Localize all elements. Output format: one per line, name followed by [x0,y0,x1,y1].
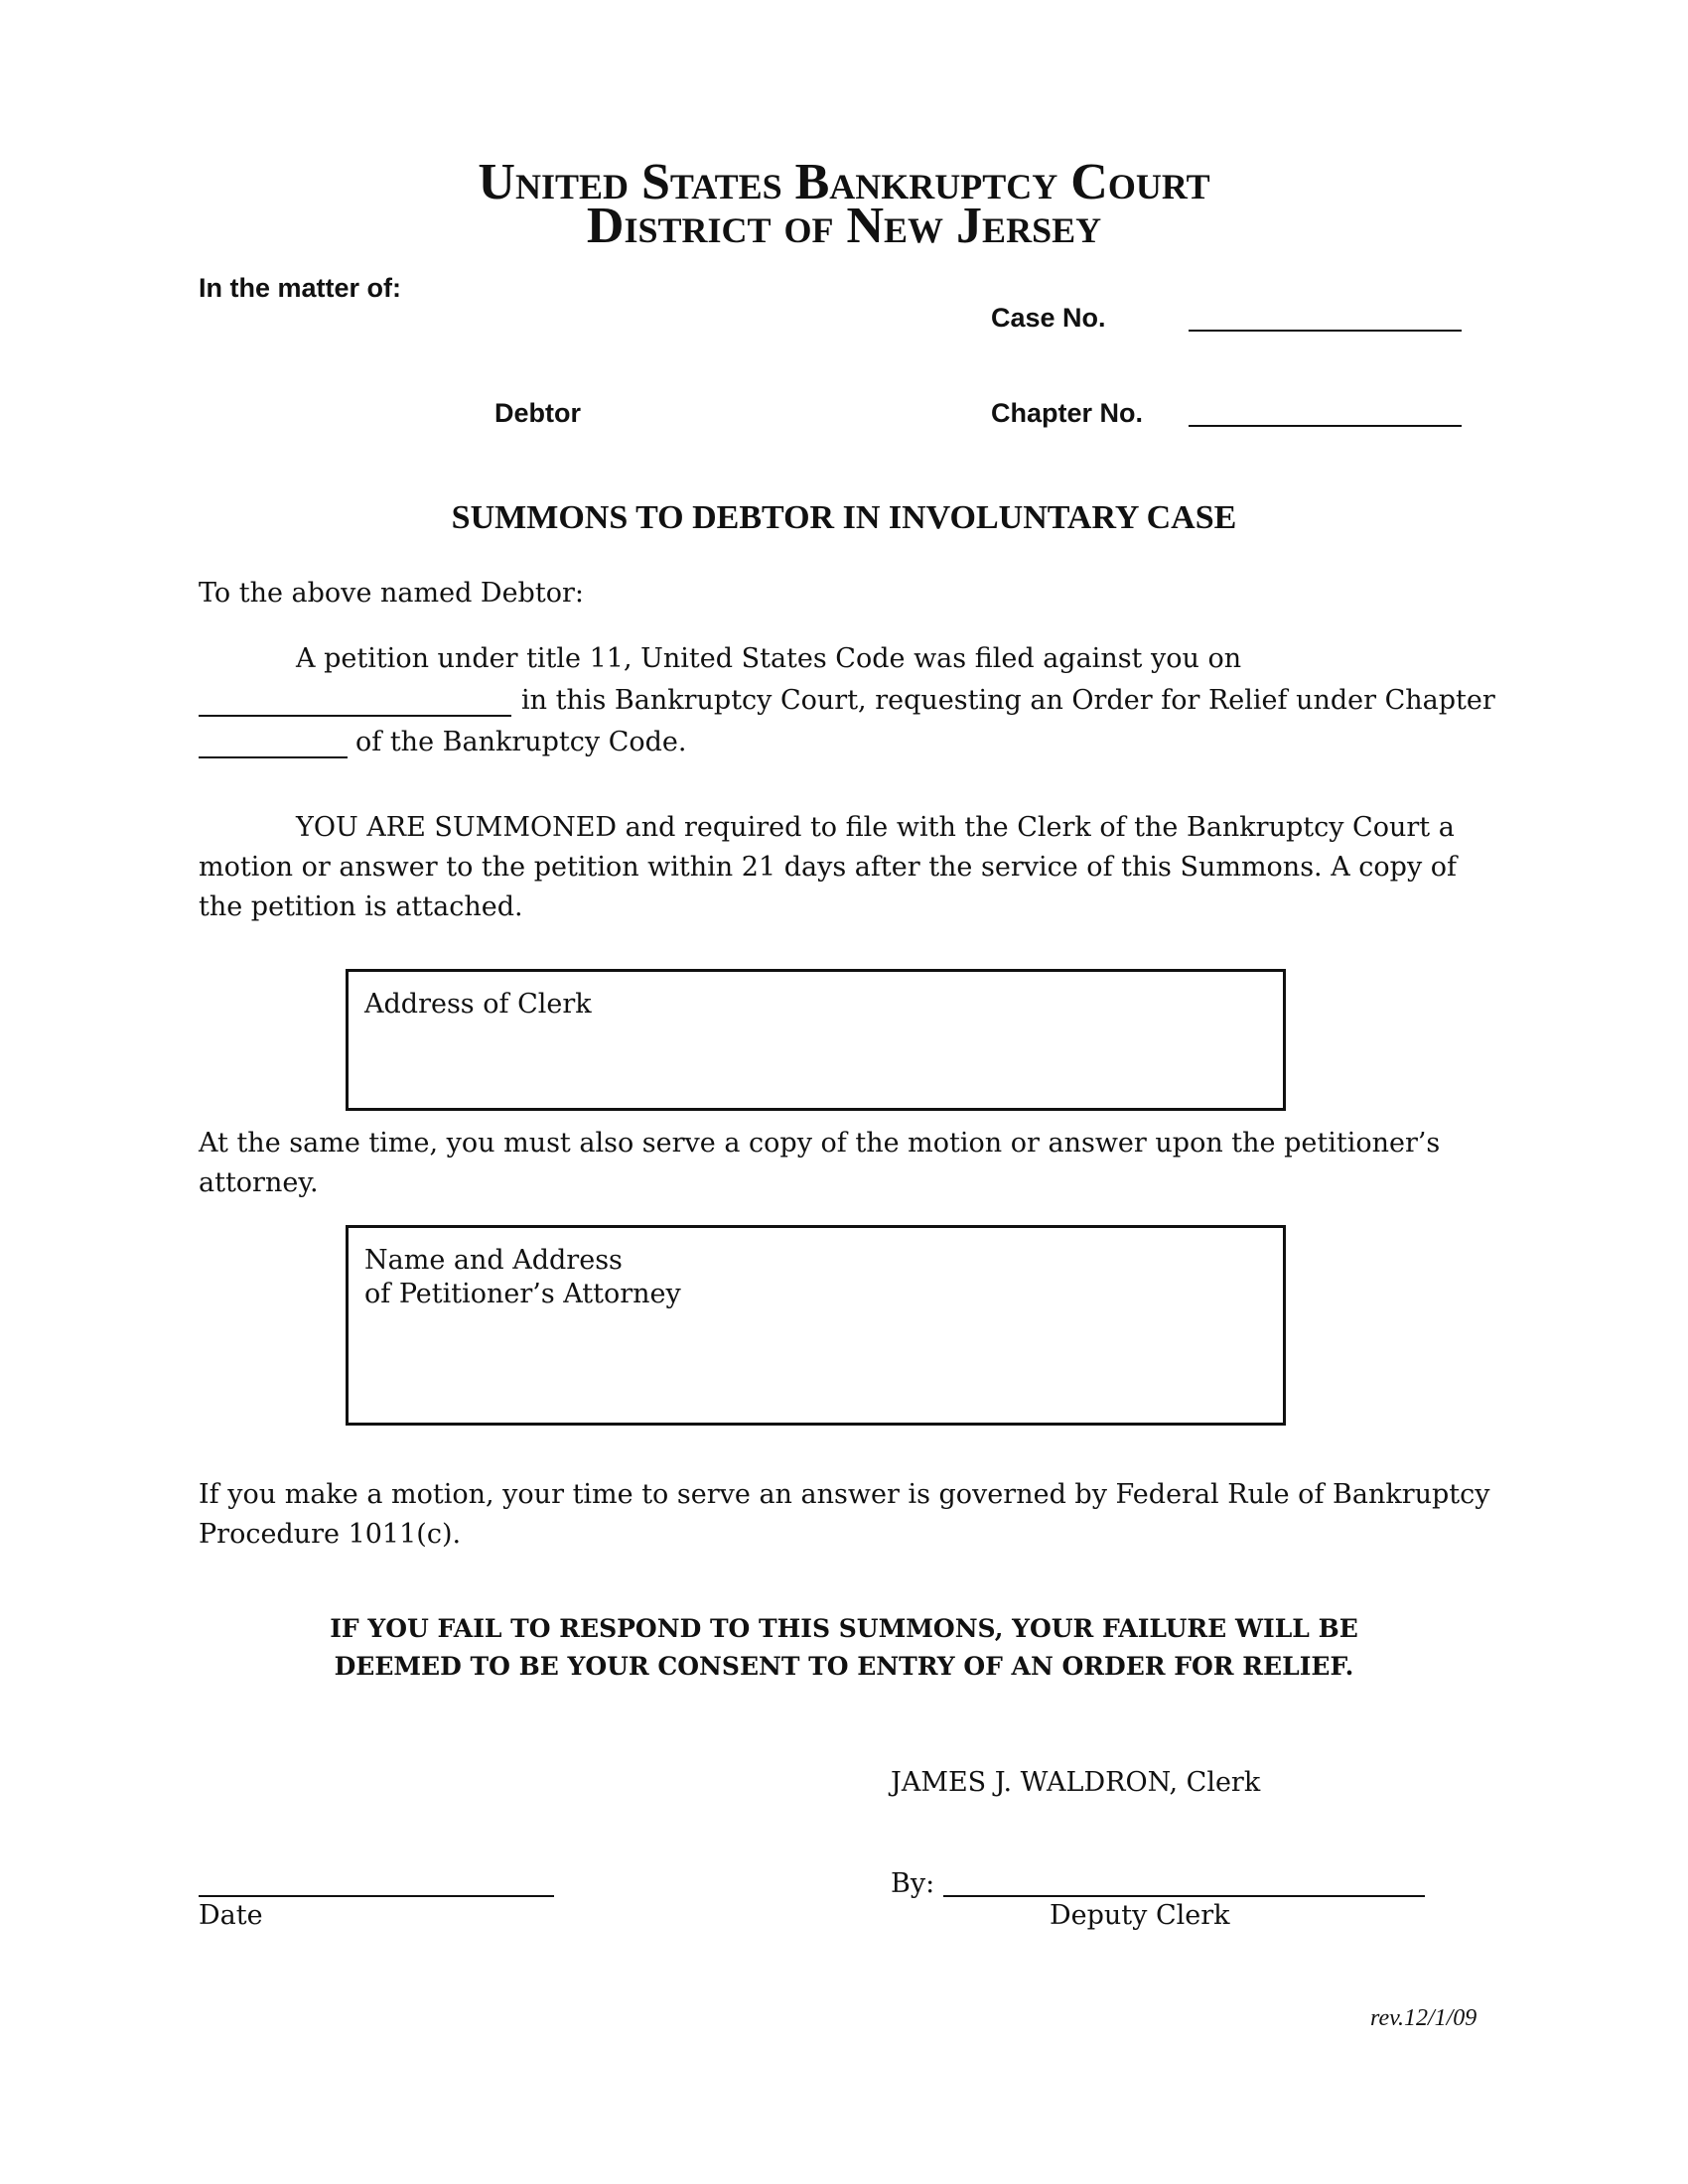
petition-date-field[interactable] [199,715,511,717]
serve-line-1: At the same time, you must also serve a copy of the motion or answer upon the petitioner’s [199,1128,1441,1159]
deputy-clerk-label: Deputy Clerk [1050,1900,1230,1931]
date-field[interactable] [199,1895,554,1897]
court-name: United States Bankruptcy Court [478,154,1210,210]
date-label: Date [199,1900,263,1931]
deputy-signature-field[interactable] [943,1895,1425,1897]
debtor-label: Debtor [494,398,581,428]
case-no-field[interactable] [1189,330,1462,332]
petition-chapter-field[interactable] [199,756,348,758]
case-no-label: Case No. [991,303,1106,333]
document-title: SUMMONS TO DEBTOR IN INVOLUNTARY CASE [451,499,1237,536]
summoned-line-2: motion or answer to the petition within 21 days after the service of this Summons. A copy of [199,852,1458,883]
revision-note: rev.12/1/09 [1370,2005,1477,2031]
by-label: By: [891,1868,935,1899]
chapter-no-label: Chapter No. [991,398,1144,428]
summoned-line-3: the petition is attached. [199,891,523,922]
serve-line-2: attorney. [199,1167,319,1198]
matter-label: In the matter of: [199,273,402,303]
petition-line-2: in this Bankruptcy Court, requesting an Order for Relief under Chapter [521,685,1495,716]
clerk-name: JAMES J. WALDRON, Clerk [891,1767,1261,1798]
petition-line-3: of the Bankruptcy Code. [355,727,687,757]
summoned-line-1: YOU ARE SUMMONED and required to file with the Clerk of the Bankruptcy Court a [296,812,1455,843]
court-district: District of New Jersey [586,198,1102,254]
clerk-address-box[interactable] [346,969,1286,1111]
motion-line-2: Procedure 1011(c). [199,1519,462,1550]
chapter-no-field[interactable] [1189,425,1462,427]
warning-line-1: IF YOU FAIL TO RESPOND TO THIS SUMMONS, YOUR FAILURE WILL BE [330,1614,1358,1643]
attorney-address-box[interactable] [346,1225,1286,1426]
warning-line-2: DEEMED TO BE YOUR CONSENT TO ENTRY OF AN ORDER FOR RELIEF. [334,1652,1354,1681]
attorney-address-label-2: of Petitioner’s Attorney [364,1279,681,1309]
motion-line-1: If you make a motion, your time to serve an answer is governed by Federal Rule of Bankruptcy [199,1479,1490,1510]
salutation: To the above named Debtor: [199,578,584,609]
clerk-address-label: Address of Clerk [364,989,592,1020]
petition-line-1: A petition under title 11, United States Code was filed against you on [296,643,1242,674]
attorney-address-label-1: Name and Address [364,1245,623,1276]
